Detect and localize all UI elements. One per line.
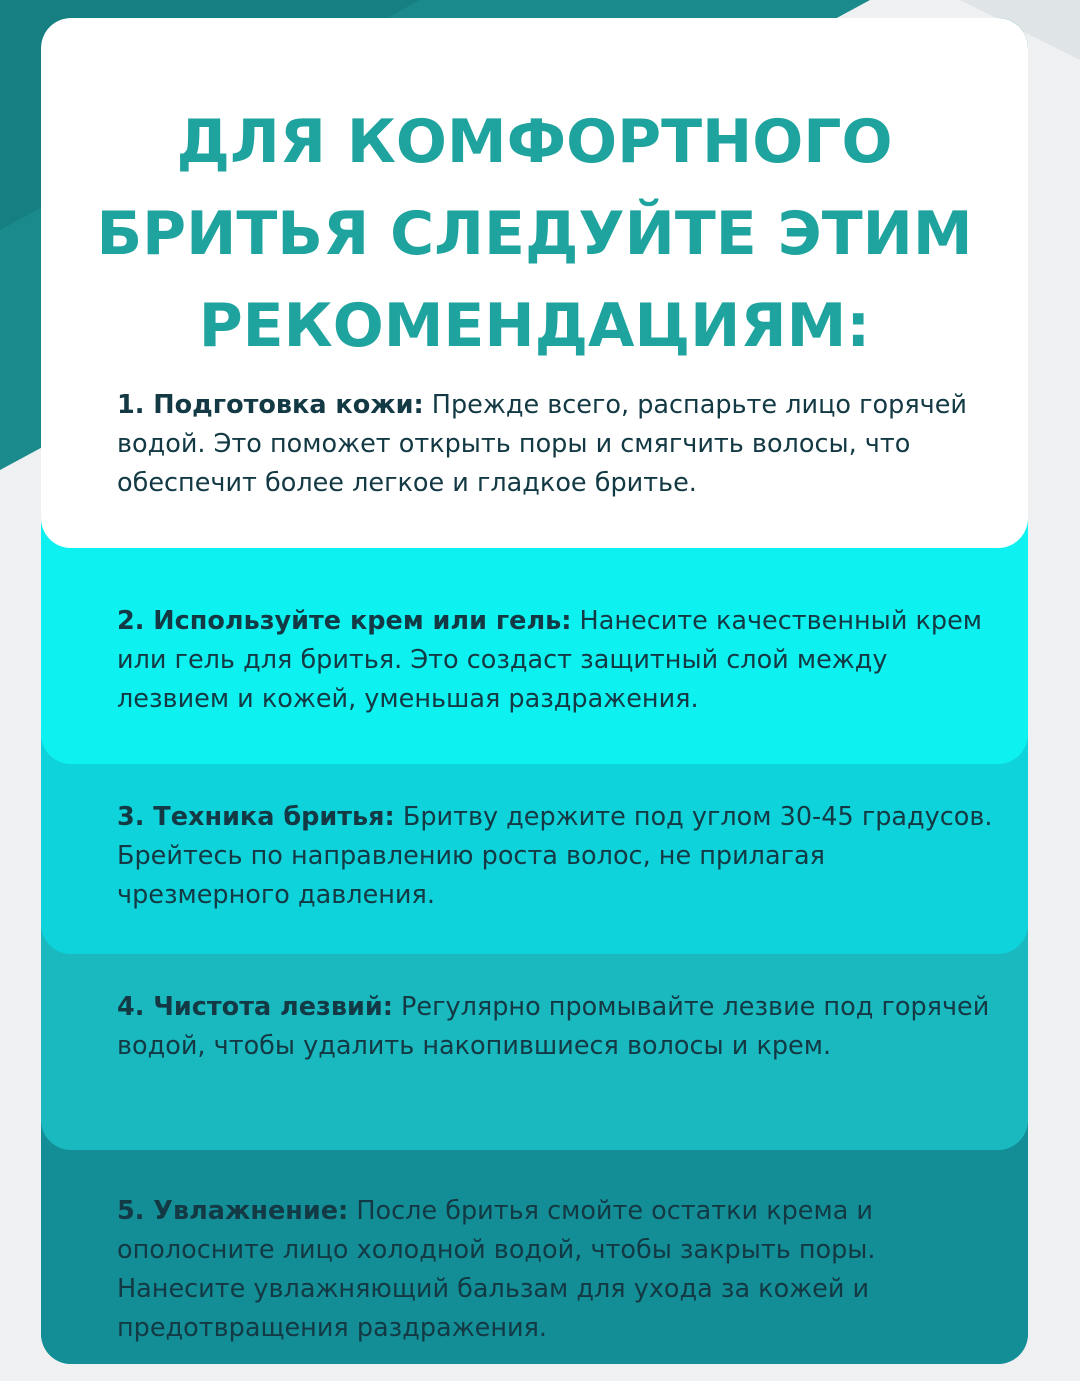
page-title [41, 96, 1028, 372]
tip-4-text: Регулярно промывайте лезвие под горячей водой, чтобы удалить накопившиеся волосы и крем. [117, 992, 990, 1061]
tip-1-text: Прежде всего, распарьте лицо горячей водой. Это поможет открыть поры и смягчить волосы, что обеспечит более легкое и гладкое бритье. [117, 390, 967, 498]
recommendations-card [41, 18, 1028, 1364]
tip-3-text: Бритву держите под углом 30-45 градусов. Брейтесь по направлению роста волос, не прилагая чрезмерного давления. [117, 802, 993, 910]
tip-4-heading: 4. Чистота лезвий: [117, 992, 393, 1022]
tip-section-4 [41, 924, 1028, 1150]
tip-5-text: После бритья смойте остатки крема и ополосните лицо холодной водой, чтобы закрыть поры. Нанесите увлажняющий бальзам для ухода за кожей и предотвращения раздражения. [117, 1196, 876, 1343]
tip-4 [117, 988, 997, 1066]
title-line-1: ДЛЯ КОМФОРТНОГО [176, 107, 893, 177]
tip-1-heading: 1. Подготовка кожи: [117, 390, 424, 420]
tip-section-5 [41, 1120, 1028, 1364]
tip-2-heading: 2. Используйте крем или гель: [117, 606, 572, 636]
header-section [41, 18, 1028, 548]
tip-section-2 [41, 518, 1028, 764]
tip-5 [117, 1192, 997, 1348]
tip-section-3 [41, 734, 1028, 954]
tip-2-text: Нанесите качественный крем или гель для бритья. Это создаст защитный слой между лезвием и кожей, уменьшая раздражения. [117, 606, 983, 714]
tip-2 [117, 602, 997, 719]
tip-1 [117, 386, 997, 503]
title-line-2: БРИТЬЯ СЛЕДУЙТЕ ЭТИМ [96, 199, 973, 269]
title-line-3: РЕКОМЕНДАЦИЯМ: [198, 291, 871, 361]
tip-3-heading: 3. Техника бритья: [117, 802, 395, 832]
tip-3 [117, 798, 997, 915]
tip-5-heading: 5. Увлажнение: [117, 1196, 349, 1226]
